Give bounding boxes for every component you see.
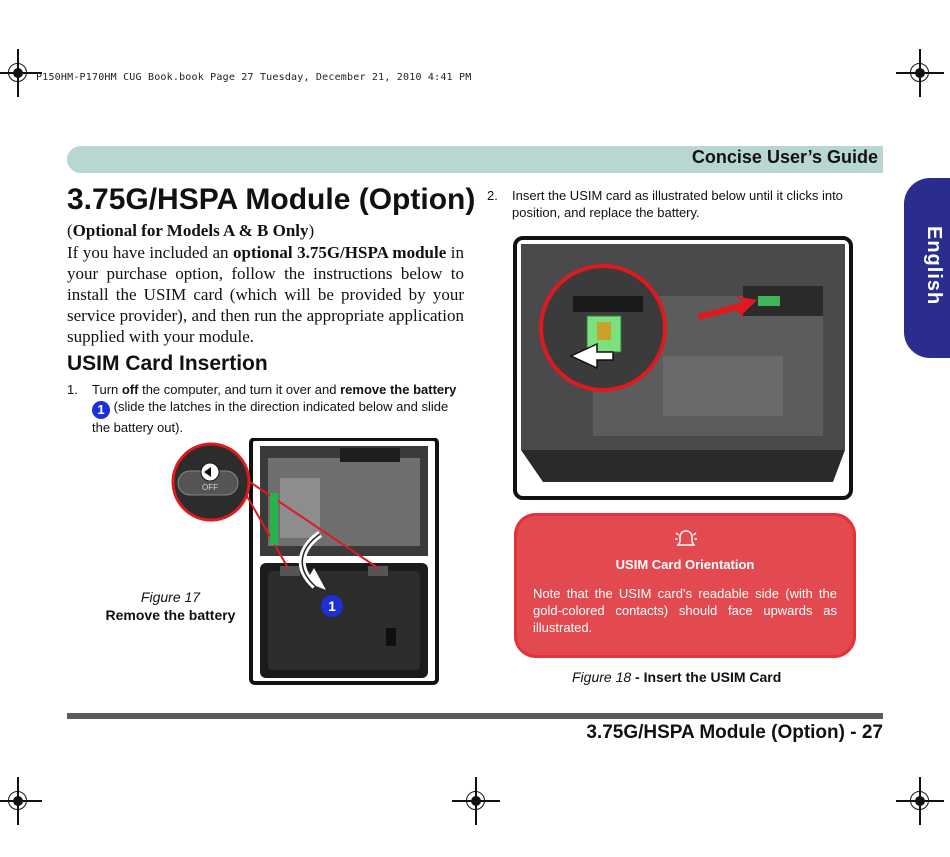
intro-bold: optional 3.75G/HSPA module — [233, 243, 447, 262]
latch-label: OFF — [202, 483, 218, 492]
step-1: 1. Turn off the computer, and turn it over and remove the battery 1 (slide the latches in the direction indicated below and slide the battery out). — [67, 382, 457, 435]
section-title: 3.75G/HSPA Module (Option) — [67, 183, 476, 216]
step-2 — [487, 187, 887, 221]
footer-rule — [67, 713, 883, 719]
models-subhead-bold: Optional for Models A & B Only — [72, 221, 309, 240]
note-text: Note that the USIM card’s readable side (with the gold-colored contacts) should face upwards as illustrated. — [533, 586, 837, 635]
figure-17-title: Remove the battery — [105, 607, 236, 623]
subsection-title: USIM Card Insertion — [67, 352, 268, 375]
figure-18-label: Figure 18 — [572, 669, 632, 685]
note-title: USIM Card Orientation — [615, 557, 755, 572]
crop-mark-bottom-center — [452, 777, 500, 825]
figure-18-title: - Insert the USIM Card — [631, 669, 782, 685]
usim-orientation-note — [514, 513, 856, 658]
figure-17-badge: 1 — [328, 598, 336, 614]
crop-mark-top-right — [896, 49, 944, 97]
step-2-number: 2. — [487, 188, 498, 203]
figure-17-label: Figure 17 — [140, 589, 201, 605]
warning-bell-icon — [674, 527, 698, 551]
page-footer: 3.75G/HSPA Module (Option) - 27 — [586, 722, 883, 743]
figure-17-caption — [98, 588, 243, 624]
models-subhead: (Optional for Models A & B Only) — [67, 221, 315, 240]
battery-removal-figure — [170, 438, 440, 686]
figure-18-caption — [572, 669, 781, 685]
language-tab[interactable] — [904, 178, 950, 358]
intro-paragraph: If you have included an optional 3.75G/HSPA module in your purchase option, follow the instructions below to install the USIM card (which will be provided by your service provider), and then run the appropriate application supplied with your module. — [67, 243, 464, 346]
language-tab-label: English — [923, 226, 945, 306]
usim-insertion-figure — [513, 236, 853, 500]
crop-mark-bottom-left — [0, 777, 42, 825]
crop-mark-bottom-right — [896, 777, 944, 825]
guide-title: Concise User’s Guide — [691, 147, 878, 167]
step-2-text: Insert the USIM card as illustrated below until it clicks into position, and replace the battery. — [512, 188, 843, 220]
file-header: P150HM-P170HM CUG Book.book Page 27 Tuesday, December 21, 2010 4:41 PM — [36, 72, 472, 83]
step-1-badge: 1 — [92, 401, 110, 419]
step-1-number: 1. — [67, 382, 78, 397]
